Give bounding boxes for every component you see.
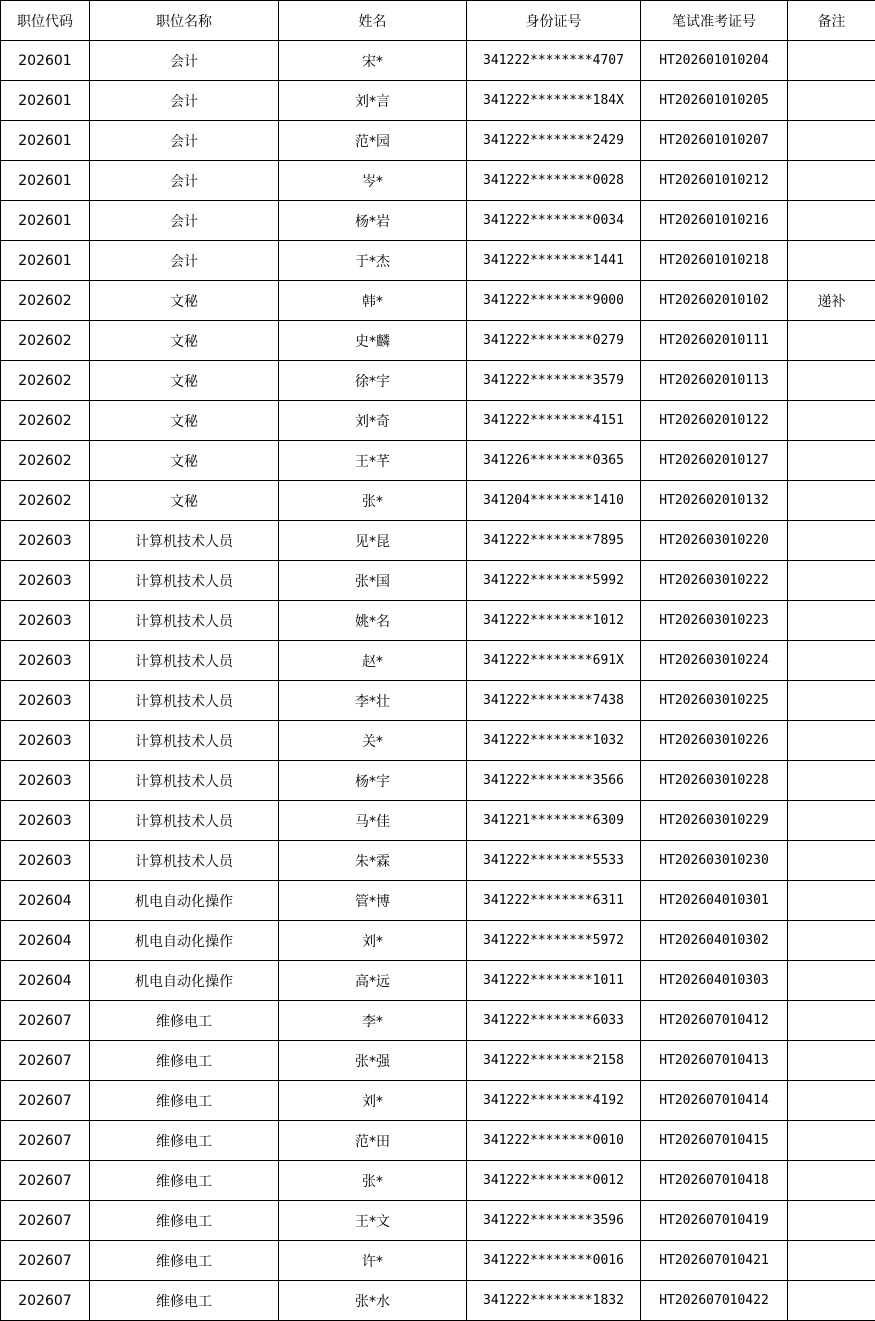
cell-exam-ticket: HT202602010111 [641, 321, 788, 361]
cell-position-code: 202603 [1, 561, 90, 601]
cell-exam-ticket: HT202603010225 [641, 681, 788, 721]
cell-position-name: 计算机技术人员 [90, 841, 279, 881]
cell-name: 高*远 [279, 961, 467, 1001]
table-row [1, 681, 875, 721]
cell-position-name: 计算机技术人员 [90, 561, 279, 601]
cell-remark [788, 601, 875, 641]
cell-exam-ticket: HT202603010226 [641, 721, 788, 761]
cell-id-number: 341222********1441 [467, 241, 641, 281]
cell-id-number: 341222********4151 [467, 401, 641, 441]
table-row [1, 801, 875, 841]
cell-remark [788, 401, 875, 441]
cell-exam-ticket: HT202604010301 [641, 881, 788, 921]
header-id-number: 身份证号 [467, 1, 641, 41]
cell-position-name: 维修电工 [90, 1161, 279, 1201]
table-row [1, 1121, 875, 1161]
cell-exam-ticket: HT202603010230 [641, 841, 788, 881]
cell-exam-ticket: HT202603010229 [641, 801, 788, 841]
cell-name: 张* [279, 1161, 467, 1201]
cell-exam-ticket: HT202607010422 [641, 1281, 788, 1321]
cell-position-name: 计算机技术人员 [90, 521, 279, 561]
table-row [1, 81, 875, 121]
cell-position-code: 202603 [1, 641, 90, 681]
cell-remark [788, 81, 875, 121]
cell-name: 马*佳 [279, 801, 467, 841]
cell-exam-ticket: HT202602010122 [641, 401, 788, 441]
cell-id-number: 341222********9000 [467, 281, 641, 321]
cell-exam-ticket: HT202607010413 [641, 1041, 788, 1081]
cell-name: 张* [279, 481, 467, 521]
table-row [1, 41, 875, 81]
cell-position-code: 202603 [1, 681, 90, 721]
cell-position-name: 计算机技术人员 [90, 681, 279, 721]
cell-id-number: 341222********7438 [467, 681, 641, 721]
table-row [1, 401, 875, 441]
table-row [1, 241, 875, 281]
cell-remark [788, 1121, 875, 1161]
cell-exam-ticket: HT202607010418 [641, 1161, 788, 1201]
cell-remark [788, 841, 875, 881]
cell-id-number: 341222********1012 [467, 601, 641, 641]
cell-position-name: 文秘 [90, 401, 279, 441]
table-header-row [1, 1, 875, 41]
cell-remark [788, 1001, 875, 1041]
cell-position-name: 维修电工 [90, 1081, 279, 1121]
cell-id-number: 341222********5533 [467, 841, 641, 881]
header-name: 姓名 [279, 1, 467, 41]
table-row [1, 961, 875, 1001]
cell-name: 关* [279, 721, 467, 761]
cell-position-code: 202603 [1, 521, 90, 561]
table-row [1, 1161, 875, 1201]
cell-exam-ticket: HT202603010222 [641, 561, 788, 601]
cell-position-name: 机电自动化操作 [90, 921, 279, 961]
cell-remark [788, 41, 875, 81]
cell-name: 于*杰 [279, 241, 467, 281]
cell-exam-ticket: HT202602010132 [641, 481, 788, 521]
cell-position-name: 会计 [90, 161, 279, 201]
cell-position-code: 202603 [1, 721, 90, 761]
cell-position-name: 会计 [90, 241, 279, 281]
cell-position-name: 维修电工 [90, 1001, 279, 1041]
cell-exam-ticket: HT202607010421 [641, 1241, 788, 1281]
cell-exam-ticket: HT202604010302 [641, 921, 788, 961]
table-row [1, 321, 875, 361]
cell-position-code: 202607 [1, 1161, 90, 1201]
cell-name: 李*壮 [279, 681, 467, 721]
cell-position-code: 202607 [1, 1121, 90, 1161]
table-row [1, 161, 875, 201]
cell-id-number: 341222********4707 [467, 41, 641, 81]
cell-position-code: 202602 [1, 401, 90, 441]
cell-name: 杨*宇 [279, 761, 467, 801]
cell-id-number: 341222********3566 [467, 761, 641, 801]
cell-remark [788, 441, 875, 481]
cell-remark [788, 161, 875, 201]
cell-id-number: 341222********4192 [467, 1081, 641, 1121]
cell-position-code: 202607 [1, 1201, 90, 1241]
table-row [1, 761, 875, 801]
cell-id-number: 341222********0010 [467, 1121, 641, 1161]
cell-position-name: 会计 [90, 81, 279, 121]
cell-id-number: 341222********1032 [467, 721, 641, 761]
cell-name: 宋* [279, 41, 467, 81]
cell-name: 姚*名 [279, 601, 467, 641]
header-remark: 备注 [788, 1, 875, 41]
cell-id-number: 341222********7895 [467, 521, 641, 561]
cell-remark [788, 1161, 875, 1201]
cell-position-name: 机电自动化操作 [90, 881, 279, 921]
cell-position-name: 维修电工 [90, 1121, 279, 1161]
table-row [1, 641, 875, 681]
cell-position-code: 202602 [1, 281, 90, 321]
cell-remark [788, 321, 875, 361]
cell-remark [788, 1081, 875, 1121]
cell-position-code: 202602 [1, 321, 90, 361]
table-row [1, 1241, 875, 1281]
cell-name: 杨*岩 [279, 201, 467, 241]
cell-position-name: 计算机技术人员 [90, 641, 279, 681]
cell-remark [788, 1281, 875, 1321]
table-row [1, 601, 875, 641]
cell-position-code: 202607 [1, 1081, 90, 1121]
cell-position-code: 202601 [1, 241, 90, 281]
cell-remark [788, 521, 875, 561]
table-body [1, 41, 875, 1321]
cell-remark [788, 361, 875, 401]
cell-id-number: 341222********6311 [467, 881, 641, 921]
cell-name: 刘*奇 [279, 401, 467, 441]
cell-exam-ticket: HT202602010127 [641, 441, 788, 481]
cell-position-code: 202601 [1, 41, 90, 81]
cell-position-code: 202603 [1, 761, 90, 801]
cell-exam-ticket: HT202601010207 [641, 121, 788, 161]
cell-remark [788, 761, 875, 801]
cell-position-code: 202602 [1, 481, 90, 521]
cell-exam-ticket: HT202602010102 [641, 281, 788, 321]
cell-name: 范*园 [279, 121, 467, 161]
cell-position-name: 文秘 [90, 321, 279, 361]
cell-exam-ticket: HT202601010205 [641, 81, 788, 121]
cell-name: 管*博 [279, 881, 467, 921]
cell-position-code: 202607 [1, 1281, 90, 1321]
cell-exam-ticket: HT202607010414 [641, 1081, 788, 1121]
cell-name: 许* [279, 1241, 467, 1281]
cell-name: 岑* [279, 161, 467, 201]
cell-remark [788, 201, 875, 241]
cell-position-name: 文秘 [90, 441, 279, 481]
table-row [1, 1281, 875, 1321]
cell-remark [788, 1041, 875, 1081]
table-row [1, 721, 875, 761]
cell-id-number: 341222********5972 [467, 921, 641, 961]
cell-exam-ticket: HT202602010113 [641, 361, 788, 401]
cell-remark [788, 241, 875, 281]
cell-id-number: 341222********0016 [467, 1241, 641, 1281]
cell-id-number: 341222********1832 [467, 1281, 641, 1321]
header-position-code: 职位代码 [1, 1, 90, 41]
cell-id-number: 341222********2158 [467, 1041, 641, 1081]
cell-position-code: 202607 [1, 1241, 90, 1281]
cell-position-code: 202604 [1, 881, 90, 921]
cell-position-name: 维修电工 [90, 1241, 279, 1281]
cell-exam-ticket: HT202603010228 [641, 761, 788, 801]
header-exam-ticket: 笔试准考证号 [641, 1, 788, 41]
cell-position-code: 202607 [1, 1001, 90, 1041]
cell-name: 张*强 [279, 1041, 467, 1081]
cell-name: 王*芊 [279, 441, 467, 481]
cell-id-number: 341222********6033 [467, 1001, 641, 1041]
cell-exam-ticket: HT202601010212 [641, 161, 788, 201]
cell-name: 李* [279, 1001, 467, 1041]
table-row [1, 361, 875, 401]
cell-exam-ticket: HT202607010412 [641, 1001, 788, 1041]
cell-remark: 递补 [788, 281, 875, 321]
cell-name: 史*麟 [279, 321, 467, 361]
cell-position-name: 文秘 [90, 361, 279, 401]
cell-remark [788, 121, 875, 161]
cell-remark [788, 641, 875, 681]
table-row [1, 1201, 875, 1241]
cell-position-code: 202601 [1, 121, 90, 161]
cell-id-number: 341222********0028 [467, 161, 641, 201]
cell-position-name: 会计 [90, 41, 279, 81]
cell-exam-ticket: HT202601010204 [641, 41, 788, 81]
cell-position-name: 计算机技术人员 [90, 721, 279, 761]
cell-id-number: 341222********0012 [467, 1161, 641, 1201]
cell-remark [788, 721, 875, 761]
cell-exam-ticket: HT202603010223 [641, 601, 788, 641]
table-row [1, 121, 875, 161]
cell-remark [788, 961, 875, 1001]
cell-name: 刘*言 [279, 81, 467, 121]
cell-id-number: 341222********1011 [467, 961, 641, 1001]
cell-exam-ticket: HT202604010303 [641, 961, 788, 1001]
cell-id-number: 341222********0034 [467, 201, 641, 241]
cell-name: 见*昆 [279, 521, 467, 561]
cell-name: 张*国 [279, 561, 467, 601]
cell-position-code: 202604 [1, 961, 90, 1001]
cell-name: 韩* [279, 281, 467, 321]
cell-position-name: 会计 [90, 201, 279, 241]
table-row [1, 521, 875, 561]
cell-id-number: 341222********691X [467, 641, 641, 681]
cell-id-number: 341222********3579 [467, 361, 641, 401]
cell-id-number: 341222********3596 [467, 1201, 641, 1241]
table-row [1, 1041, 875, 1081]
cell-position-code: 202603 [1, 841, 90, 881]
cell-position-code: 202604 [1, 921, 90, 961]
table-row [1, 841, 875, 881]
cell-position-name: 维修电工 [90, 1281, 279, 1321]
cell-id-number: 341204********1410 [467, 481, 641, 521]
cell-remark [788, 921, 875, 961]
cell-position-name: 文秘 [90, 481, 279, 521]
cell-name: 刘* [279, 921, 467, 961]
cell-position-name: 维修电工 [90, 1201, 279, 1241]
header-position-name: 职位名称 [90, 1, 279, 41]
cell-position-code: 202602 [1, 441, 90, 481]
cell-exam-ticket: HT202607010415 [641, 1121, 788, 1161]
cell-position-name: 计算机技术人员 [90, 801, 279, 841]
cell-exam-ticket: HT202607010419 [641, 1201, 788, 1241]
cell-id-number: 341222********5992 [467, 561, 641, 601]
cell-position-name: 机电自动化操作 [90, 961, 279, 1001]
cell-position-code: 202603 [1, 601, 90, 641]
table-row [1, 1001, 875, 1041]
cell-id-number: 341222********0279 [467, 321, 641, 361]
cell-remark [788, 1241, 875, 1281]
cell-position-code: 202607 [1, 1041, 90, 1081]
cell-exam-ticket: HT202601010218 [641, 241, 788, 281]
cell-name: 王*文 [279, 1201, 467, 1241]
cell-position-code: 202601 [1, 201, 90, 241]
table-row [1, 481, 875, 521]
cell-position-name: 计算机技术人员 [90, 761, 279, 801]
cell-name: 刘* [279, 1081, 467, 1121]
cell-remark [788, 881, 875, 921]
table-row [1, 441, 875, 481]
cell-exam-ticket: HT202603010224 [641, 641, 788, 681]
cell-position-name: 计算机技术人员 [90, 601, 279, 641]
cell-remark [788, 1201, 875, 1241]
cell-position-code: 202603 [1, 801, 90, 841]
cell-name: 赵* [279, 641, 467, 681]
cell-name: 张*水 [279, 1281, 467, 1321]
cell-id-number: 341226********0365 [467, 441, 641, 481]
cell-exam-ticket: HT202603010220 [641, 521, 788, 561]
cell-remark [788, 561, 875, 601]
cell-id-number: 341222********184X [467, 81, 641, 121]
cell-position-code: 202601 [1, 81, 90, 121]
table-row [1, 921, 875, 961]
cell-id-number: 341221********6309 [467, 801, 641, 841]
cell-remark [788, 481, 875, 521]
cell-exam-ticket: HT202601010216 [641, 201, 788, 241]
cell-position-name: 会计 [90, 121, 279, 161]
cell-remark [788, 681, 875, 721]
cell-position-name: 维修电工 [90, 1041, 279, 1081]
cell-position-name: 文秘 [90, 281, 279, 321]
table-row [1, 561, 875, 601]
table-row [1, 881, 875, 921]
table-row [1, 281, 875, 321]
cell-remark [788, 801, 875, 841]
cell-name: 徐*宇 [279, 361, 467, 401]
table-row [1, 1081, 875, 1121]
cell-id-number: 341222********2429 [467, 121, 641, 161]
cell-name: 朱*霖 [279, 841, 467, 881]
cell-position-code: 202602 [1, 361, 90, 401]
cell-position-code: 202601 [1, 161, 90, 201]
table-row [1, 201, 875, 241]
cell-name: 范*田 [279, 1121, 467, 1161]
